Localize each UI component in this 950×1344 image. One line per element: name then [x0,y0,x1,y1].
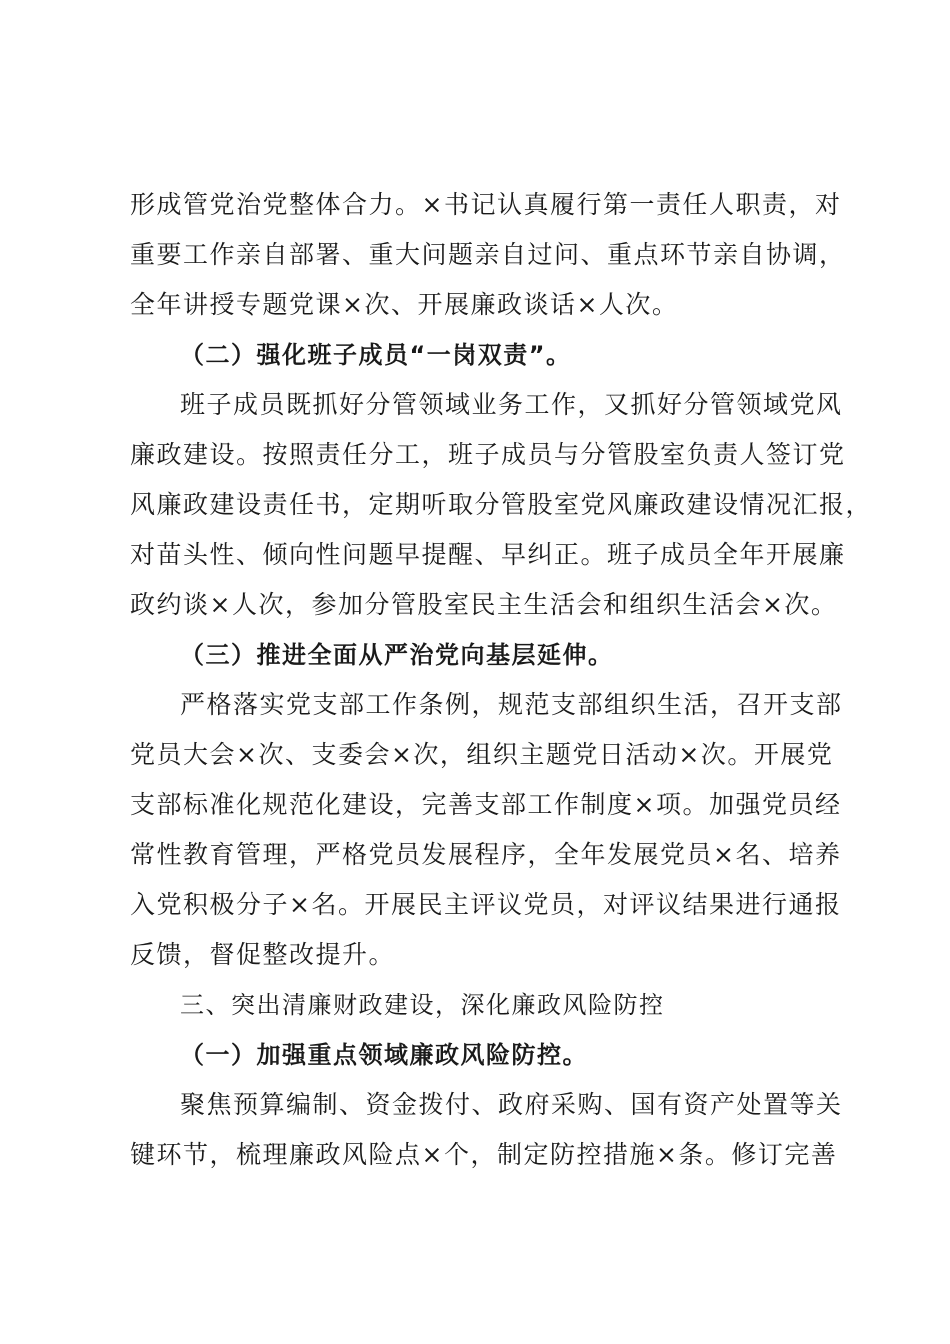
body-text-line: 聚焦预算编制、资金拨付、政府采购、国有资产处置等关 [180,1090,843,1119]
body-text-line: 反馈，督促整改提升。 [130,940,396,969]
chapter-heading-3: 三、突出清廉财政建设，深化廉政风险防控 [180,991,665,1019]
body-text-line: 对苗头性、倾向性问题早提醒、早纠正。班子成员全年开展廉 [130,540,846,569]
body-text-line: 形成管党治党整体合力。×书记认真履行第一责任人职责，对 [130,190,842,219]
body-text-line: 重要工作亲自部署、重大问题亲自过问、重点环节亲自协调， [130,240,846,269]
body-text-line: 政约谈×人次，参加分管股室民主生活会和组织生活会×次。 [130,590,838,619]
body-text-line: 廉政建设。按照责任分工，班子成员与分管股室负责人签订党 [130,440,846,469]
body-text-line: 班子成员既抓好分管领域业务工作，又抓好分管领域党风 [180,390,843,419]
section-heading-2: （二）强化班子成员“一岗双责”。 [180,341,572,369]
body-text-line: 支部标准化规范化建设，完善支部工作制度×项。加强党员经 [130,790,842,819]
body-text-line: 常性教育管理，严格党员发展程序，全年发展党员×名、培养 [130,840,842,869]
section-heading-1: （一）加强重点领域廉政风险防控。 [180,1041,588,1069]
body-text-line: 键环节，梳理廉政风险点×个，制定防控措施×条。修订完善 [130,1140,838,1169]
section-heading-3: （三）推进全面从严治党向基层延伸。 [180,641,614,669]
body-text-line: 党员大会×次、支委会×次，组织主题党日活动×次。开展党 [130,740,834,769]
body-text-line: 风廉政建设责任书，定期听取分管股室党风廉政建设情况汇报， [130,490,873,519]
body-text-line: 入党积极分子×名。开展民主评议党员，对评议结果进行通报 [130,890,842,919]
body-text-line: 严格落实党支部工作条例，规范支部组织生活，召开支部 [180,690,843,719]
body-text-line: 全年讲授专题党课×次、开展廉政谈话×人次。 [130,290,679,319]
